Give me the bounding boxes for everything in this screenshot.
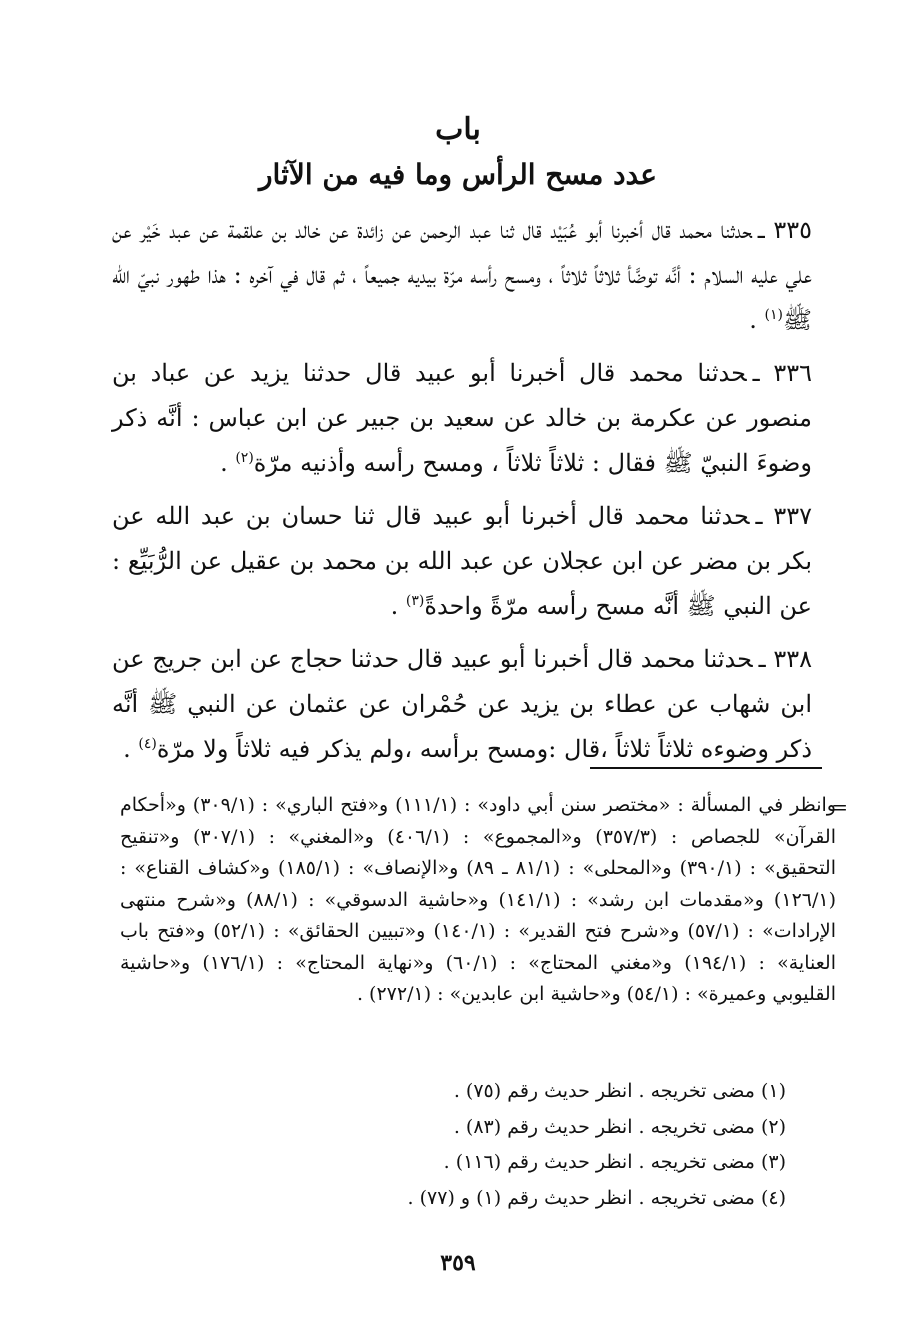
footnote-ref: (٣) xyxy=(405,593,425,609)
hadith-number: ٣٣٥ ـ xyxy=(757,216,812,244)
hadith-body xyxy=(112,208,812,780)
hadith-335 xyxy=(112,208,812,343)
continuation-mark: = xyxy=(831,795,848,819)
footnote-ref: (٢) xyxy=(235,450,254,466)
hadith-text: حدثنا محمد قال أخبرنا أبو عبيد قال حدثنا حجاج عن ابن جريج عن ابن شهاب عن عطاء بن يزيد عن حُمْران عن عثمان عن النبي ﷺ أنَّه ذكر وضوءه ثلاثاً ثلاثاً ،قال :ومسح برأسه ،ولم يذكر فيه ثلاثاً ولا مرّة xyxy=(112,645,812,763)
footnote-2: (٢) مضى تخريجه . انظر حديث رقم (٨٣) . xyxy=(453,1115,786,1138)
chapter-title: عدد مسح الرأس وما فيه من الآثار xyxy=(259,158,657,191)
page-number: ٣٥٩ xyxy=(440,1250,476,1276)
hadith-end: . xyxy=(220,449,236,477)
chapter-label: باب xyxy=(435,112,481,147)
continuation-note-text: وانظر في المسألة : «مختصر سنن أبي داود» : (١١١/١) و«فتح الباري» : (٣٠٩/١) و«أحكام القرآن» للجصاص : (٣٥٧/٣) و«المجموع» : (٤٠٦/١) و«المغني» : (٣٠٧/١) و«تنقيح التحقيق» : (٣٩٠/١) و«المحلى» : (٨١/١ ـ ٨٩) و«الإنصاف» : (١٨٥/١) و«كشاف القناع» : (١٢٦/١) و«مقدمات ابن رشد» : (١٤١/١) و«حاشية الدسوقي» : (٨٨/١) و«شرح منتهى الإرادات» : (٥٧/١) و«شرح فتح القدير» : (١٤٠/١) و«تبيين الحقائق» : (٥٢/١) و«فتح باب العناية» : (١٩٤/١) و«مغني المحتاج» : (٦٠/١) و«نهاية المحتاج» : (١٧٦/١) و«حاشية القليوبي وعميرة» : (٥٤/١) و«حاشية ابن عابدين» : (٢٧٢/١) . xyxy=(120,794,837,1005)
footnote-3: (٣) مضى تخريجه . انظر حديث رقم (١١٦) . xyxy=(443,1151,786,1173)
hadith-338 xyxy=(112,637,812,772)
hadith-number: ٣٣٨ ـ xyxy=(758,645,812,673)
footnote-ref: (١) xyxy=(764,307,783,323)
hadith-336 xyxy=(112,351,812,486)
footnote-ref: (٤) xyxy=(138,736,157,752)
footnote-divider xyxy=(590,767,822,769)
hadith-text: حدثنا محمد قال أخبرنا أبو عُبَيْد قال ثنا عبد الرحمن عن زائدة عن خالد بن علقمة عن عبد خَيْر عن علي عليه السلام : أنَّه توضَّأ ثلاثاً ثلاثاً ، ومسح رأسه مرّة بيديه جميعاً ، ثم قال في آخره : هذا طهور نبيّ الله ﷺ xyxy=(112,216,812,334)
footnotes xyxy=(266,1074,786,1216)
hadith-text: حدثنا محمد قال أخبرنا أبو عبيد قال حدثنا يزيد عن عباد بن منصور عن عكرمة بن خالد عن سعيد بن جبير عن ابن عباس : أنَّه ذكر وضوءَ النبيّ ﷺ فقال : ثلاثاً ثلاثاً ، ومسح رأسه وأذنيه مرّة xyxy=(112,359,812,477)
hadith-end: . xyxy=(749,306,765,334)
footnote-4: (٤) مضى تخريجه . انظر حديث رقم (١) و (٧٧) . xyxy=(407,1186,786,1209)
hadith-text: حدثنا محمد قال أخبرنا أبو عبيد قال ثنا حسان بن عبد الله عن بكر بن مضر عن ابن عجلان عن عبد الله بن محمد بن عقيل عن الرُّبَيِّع : عن النبي ﷺ أنَّه مسح رأسه مرّةً واحدةً xyxy=(112,502,812,620)
hadith-337 xyxy=(112,494,812,629)
hadith-number: ٣٣٦ ـ xyxy=(752,359,812,387)
hadith-number: ٣٣٧ ـ xyxy=(755,502,812,530)
footnote-1: (١) مضى تخريجه . انظر حديث رقم (٧٥) . xyxy=(453,1080,786,1102)
continuation-note xyxy=(120,790,836,1011)
hadith-end: . xyxy=(390,592,406,620)
hadith-end: . xyxy=(123,735,139,763)
